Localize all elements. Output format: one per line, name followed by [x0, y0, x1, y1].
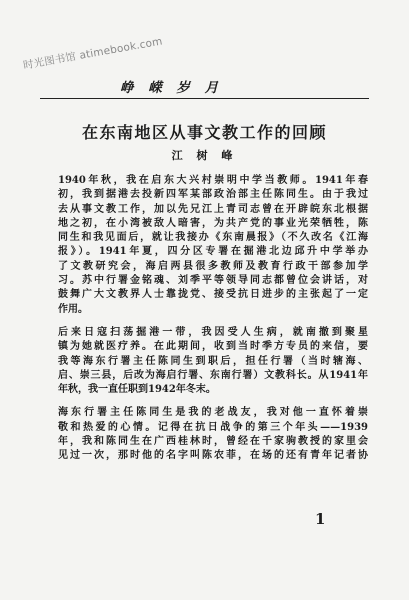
- watermark: 时光图书馆 atimebook.com: [22, 35, 164, 72]
- article-body: [58, 174, 368, 464]
- text-line: 了文教研究会，海启两县很多教师及教育行政干部参加学: [58, 260, 368, 272]
- running-header: 峥 嵘 岁 月: [120, 80, 224, 96]
- text-line: 作用。: [58, 303, 88, 315]
- text-line: 后来日寇扫荡掘港一带，我因受人生病，就南撤到聚星: [58, 326, 368, 338]
- text-line: 报》）。1941年夏，四分区专署在掘港北边邱升中学举办: [58, 246, 368, 258]
- text-line: 我等海东行署主任陈同生到职后，担任行署（当时辖海、: [58, 355, 368, 367]
- text-line: 去从事文教工作，加以先兄江上青司志曾在开辟皖东北根据: [58, 203, 368, 215]
- page-number: 1: [315, 510, 326, 528]
- article-title: 在东南地区从事文教工作的回顾: [81, 123, 327, 142]
- text-line: 启、崇三县，后改为海启行署、东南行署）文教科长。从1941年: [58, 369, 368, 381]
- paragraph: [58, 326, 368, 397]
- text-line: 镇为她就医疗养。在此期间，收到当时季方专员的来信，要: [58, 341, 368, 353]
- text-line: 鼓舞广大文教界人士靠拢党、接受抗日进步的主张起了一定: [58, 289, 368, 301]
- paragraph: [58, 406, 368, 463]
- text-line: 习。苏中行署金铭魂、刘季平等领导同志都曾位会讲话，对: [58, 275, 368, 287]
- text-line: 初，我到据港去投新四军某部政治部主任陈同生。由于我过: [58, 189, 368, 201]
- text-line: 年秋，我一直任职到1942年冬末。: [58, 384, 216, 396]
- article-author: 江 树 峰: [171, 149, 238, 162]
- text-line: 见过一次，那时他的名字叫陈农菲，在场的还有青年记者协: [58, 450, 368, 462]
- paragraph: [58, 174, 368, 317]
- text-line: 海东行署主任陈同生是我的老战友，我对他一直怀着崇: [58, 407, 368, 419]
- text-line: 1940年秋，我在启东大兴村崇明中学当教师。1941年春: [58, 175, 368, 186]
- text-line: 敬和热爱的心情。记得在抗日战争的第三个年头——1939: [58, 421, 368, 433]
- text-line: 年，我和陈同生在广西桂林时，曾经在千家驹教授的家里会: [58, 436, 368, 448]
- header-rule: [40, 98, 369, 99]
- text-line: 同生和我见面后，就让我接办《东南晨报》（不久改名《江海: [58, 232, 368, 244]
- text-line: 地之初，在小湾被敌人暗害，为共产党的事业光荣牺牲，陈: [58, 217, 368, 229]
